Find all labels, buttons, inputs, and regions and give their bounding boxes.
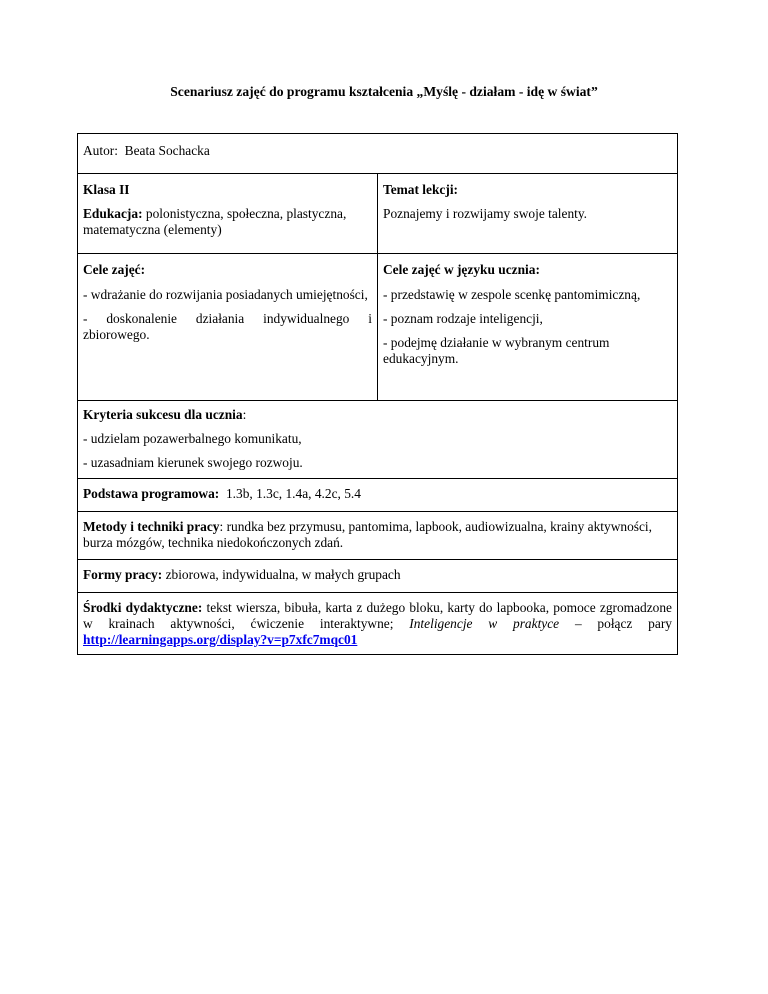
- student-goal-item: - przedstawię w zespole scenkę pantomimiczną,: [383, 287, 641, 302]
- curriculum-label: Podstawa programowa:: [83, 486, 220, 501]
- criteria-cell: [78, 401, 678, 479]
- author-label: Autor:: [83, 143, 118, 158]
- student-goal-item: - podejmę działanie w wybranym centrum edukacyjnym.: [383, 335, 610, 366]
- student-goals-label: Cele zajęć w języku ucznia:: [383, 262, 540, 277]
- topic-label: Temat lekcji:: [383, 182, 458, 197]
- criteria-colon: :: [242, 407, 247, 422]
- author-name: Beata Sochacka: [124, 143, 210, 158]
- table-row: [78, 401, 678, 479]
- table-row: [78, 512, 678, 560]
- forms-text: zbiorowa, indywidualna, w małych grupach: [165, 567, 401, 582]
- goal-item: - wdrażanie do rozwijania posiadanych umiejętności,: [83, 287, 368, 302]
- topic-cell: [378, 174, 678, 254]
- aids-dash: – połącz pary: [574, 616, 672, 631]
- class-cell: [78, 174, 378, 254]
- student-goals-cell: [378, 254, 678, 401]
- methods-cell: [78, 512, 678, 560]
- curriculum-text: 1.3b, 1.3c, 1.4a, 4.2c, 5.4: [225, 486, 361, 501]
- criteria-heading: [83, 407, 672, 423]
- goals-cell: [78, 254, 378, 401]
- aids-label: Środki dydaktyczne:: [83, 600, 203, 615]
- criteria-item: - udzielam pozawerbalnego komunikatu,: [83, 431, 302, 446]
- table-row: [78, 560, 678, 593]
- criteria-label: Kryteria sukcesu dla ucznia: [83, 407, 243, 422]
- methods-text: : rundka bez przymusu, pantomima, lapbook, audiowizualna, krainy aktywności, burza mózgów, technika niedokończonych zdań.: [83, 519, 652, 550]
- author-cell: [78, 134, 678, 174]
- aids-italic: Inteligencje w praktyce: [409, 616, 560, 631]
- forms-label: Formy pracy:: [83, 567, 163, 582]
- criteria-item: - uzasadniam kierunek swojego rozwoju.: [83, 455, 303, 470]
- education-text: polonistyczna, społeczna, plastyczna, matematyczna (elementy): [83, 206, 347, 237]
- table-row: [78, 254, 678, 401]
- goals-label: Cele zajęć:: [83, 262, 146, 277]
- table-row: [78, 593, 678, 655]
- curriculum-cell: [78, 479, 678, 512]
- education-paragraph: [83, 206, 372, 238]
- table-row: [78, 479, 678, 512]
- page-title: Scenariusz zajęć do programu kształcenia „Myślę - działam - idę w świat”: [170, 84, 598, 99]
- table-row: [78, 134, 678, 174]
- aids-cell: [78, 593, 678, 655]
- aids-text: tekst wiersza, bibuła, karta z dużego bloku, karty do lapbooka, pomoce zgromadzone w krainach aktywności, ćwiczenie interaktywne;: [83, 600, 672, 631]
- class-label: Klasa II: [83, 182, 130, 197]
- topic-text: Poznajemy i rozwijamy swoje talenty.: [383, 206, 588, 221]
- table-row: [78, 174, 678, 254]
- education-label: Edukacja:: [83, 206, 143, 221]
- goal-item: - doskonalenie działania indywidualnego i zbiorowego.: [83, 311, 372, 342]
- methods-label: Metody i techniki pracy: [83, 519, 220, 534]
- learningapps-link[interactable]: http://learningapps.org/display?v=p7xfc7mqc01: [83, 632, 358, 647]
- lesson-table: [77, 133, 678, 655]
- student-goal-item: - poznam rodzaje inteligencji,: [383, 311, 543, 326]
- forms-cell: [78, 560, 678, 593]
